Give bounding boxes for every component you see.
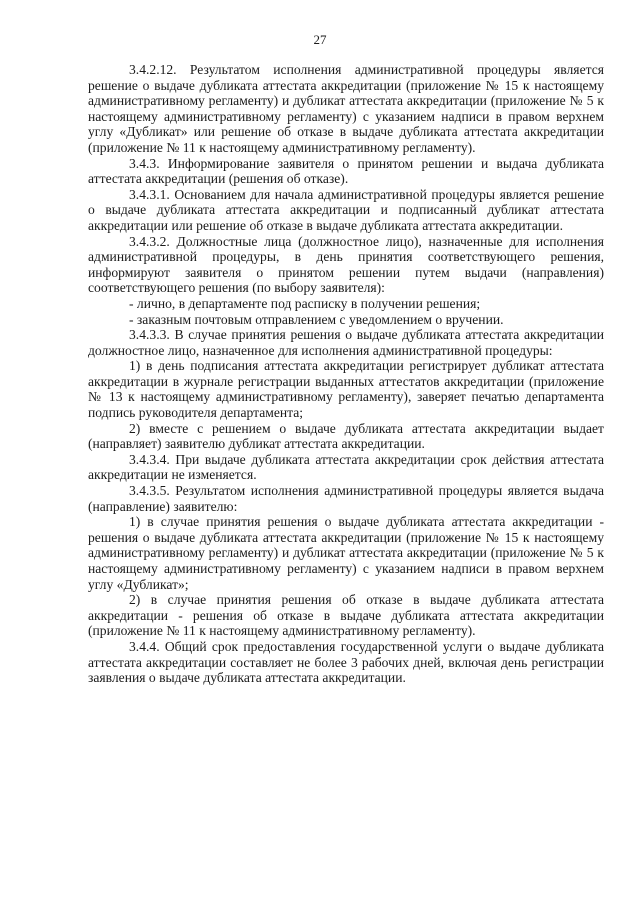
list-item-issue-duplicate: 2) вместе с решением о выдаче дубликата аттестата аккредитации выдает (направляет) заявителю дубликат аттестата аккредитации. — [88, 420, 604, 452]
list-item-decision-refusal: 2) в случае принятия решения об отказе в выдаче дубликата аттестата аккредитации - решения об отказе в выдаче дубликата аттестата аккредитации (приложение № 11 к настоящему административному регламенту). — [88, 592, 604, 639]
paragraph-3-4-3: 3.4.3. Информирование заявителя о принятом решении и выдача дубликата аттестата аккредитации (решения об отказе). — [88, 155, 604, 187]
list-item-decision-issue: 1) в случае принятия решения о выдаче дубликата аттестата аккредитации - решения о выдаче дубликата аттестата аккредитации (приложение № 15 к настоящему административному регламенту) и дубликат аттестата аккредитации (приложение № 5 к настоящему административному регламенту) с указанием надписи в правом верхнем углу «Дубликат»; — [88, 514, 604, 592]
list-item-registered-mail: - заказным почтовым отправлением с уведомлением о вручении. — [129, 311, 504, 327]
page-number: 27 — [313, 32, 327, 47]
paragraph-3-4-3-4: 3.4.3.4. При выдаче дубликата аттестата аккредитации срок действия аттестата аккредитации не изменяется. — [88, 451, 604, 483]
paragraph-3-4-3-2: 3.4.3.2. Должностные лица (должностное лицо), назначенные для исполнения административной процедуры, в день принятия соответствующего решения, информируют заявителя о принятом решении путем выдачи (направления) соответствующего решения (по выбору заявителя): — [88, 233, 604, 296]
paragraph-3-4-3-1: 3.4.3.1. Основанием для начала административной процедуры является решение о выдаче дубликата аттестата аккредитации и подписанный дубликат аттестата аккредитации или решение об отказе в выдаче дубликата аттестата аккредитации. — [88, 186, 604, 233]
paragraph-3-4-3-5: 3.4.3.5. Результатом исполнения административной процедуры является выдача (направление) заявителю: — [88, 483, 604, 514]
list-item-register-duplicate: 1) в день подписания аттестата аккредитации регистрирует дубликат аттестата аккредитации в журнале регистрации выданных аттестатов аккредитации (приложение № 13 к настоящему административному регламенту), заверяет печатью департамента подпись руководителя департамента; — [88, 358, 604, 421]
document-body — [88, 62, 604, 686]
paragraph-3-4-2-12: 3.4.2.12. Результатом исполнения административной процедуры является решение о выдаче дубликата аттестата аккредитации (приложение № 15 к настоящему административному регламенту) и дубликат аттестата аккредитации (приложение № 5 к настоящему административному регламенту) с указанием надписи в правом верхнем углу «Дубликат» или решение об отказе в выдаче дубликата аттестата аккредитации (приложение № 11 к настоящему административному регламенту). — [88, 62, 604, 155]
list-item-in-person: - лично, в департаменте под расписку в получении решения; — [129, 295, 481, 311]
paragraph-3-4-4: 3.4.4. Общий срок предоставления государственной услуги о выдаче дубликата аттестата аккредитации составляет не более 3 рабочих дней, включая день регистрации заявления о выдаче дубликата аттестата аккредитации. — [88, 638, 604, 686]
paragraph-3-4-3-3: 3.4.3.3. В случае принятия решения о выдаче дубликата аттестата аккредитации должностное лицо, назначенное для исполнения административной процедуры: — [88, 327, 604, 358]
